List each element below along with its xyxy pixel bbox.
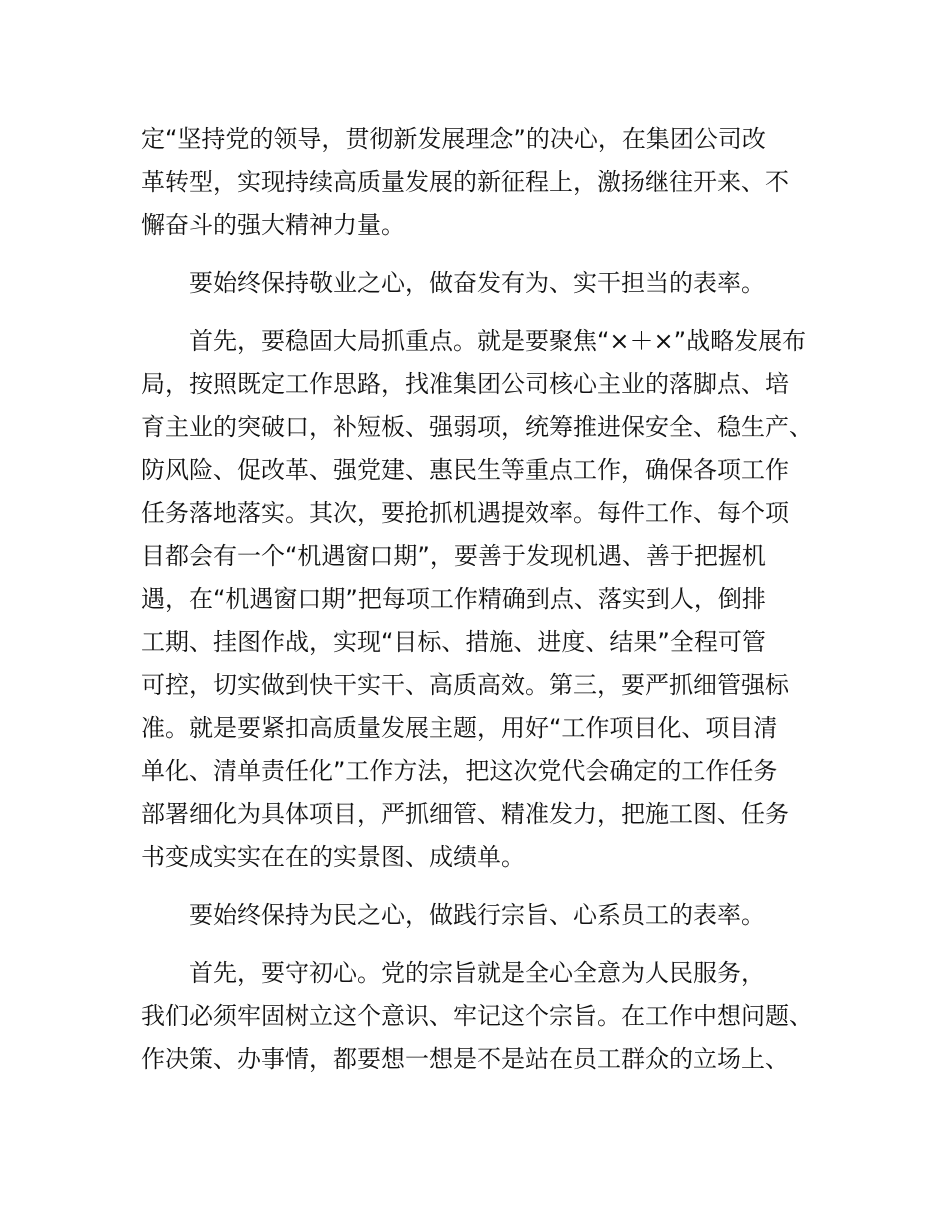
text-line: 单化、清单责任化”工作方法，把这次党代会确定的工作任务 xyxy=(141,757,778,785)
text-line: 首先，要守初心。党的宗旨就是全心全意为人民服务， xyxy=(189,959,765,987)
text-line: 部署细化为具体项目，严抓细管、精准发力，把施工图、任务 xyxy=(141,800,789,828)
text-line: 准。就是要紧扣高质量发展主题，用好“工作项目化、项目清 xyxy=(141,714,778,742)
body-text xyxy=(141,118,831,1081)
text-line: 局，按照既定工作思路，找准集团公司核心主业的落脚点、培 xyxy=(141,370,789,398)
paragraph xyxy=(141,118,831,247)
text-line: 书变成实实在在的实景图、成绩单。 xyxy=(141,843,525,871)
paragraph xyxy=(141,320,831,879)
text-line: 作决策、办事情，都要想一想是不是站在员工群众的立场上、 xyxy=(141,1045,789,1073)
section-heading-paragraph xyxy=(141,262,831,305)
text-line: 可控，切实做到快干实干、高质高效。第三，要严抓细管强标 xyxy=(141,671,789,699)
text-line: 懈奋斗的强大精神力量。 xyxy=(141,211,405,239)
text-line: 定“坚持党的领导，贯彻新发展理念”的决心，在集团公司改 xyxy=(141,125,766,153)
text-line: 要始终保持为民之心，做践行宗旨、心系员工的表率。 xyxy=(189,901,765,929)
section-heading-paragraph xyxy=(141,894,831,937)
text-line: 育主业的突破口，补短板、强弱项，统筹推进保安全、稳生产、 xyxy=(141,413,813,441)
text-line: 首先，要稳固大局抓重点。就是要聚焦“×＋×”战略发展布 xyxy=(189,327,807,355)
text-line: 遇，在“机遇窗口期”把每项工作精确到点、落实到人，倒排 xyxy=(141,585,766,613)
text-line: 革转型，实现持续高质量发展的新征程上，激扬继往开来、不 xyxy=(141,168,789,196)
text-line: 工期、挂图作战，实现“目标、措施、进度、结果”全程可管 xyxy=(141,628,766,656)
text-line: 我们必须牢固树立这个意识、牢记这个宗旨。在工作中想问题、 xyxy=(141,1002,813,1030)
text-line: 任务落地落实。其次，要抢抓机遇提效率。每件工作、每个项 xyxy=(141,499,789,527)
paragraph xyxy=(141,952,831,1081)
text-line: 防风险、促改革、强党建、惠民生等重点工作，确保各项工作 xyxy=(141,456,789,484)
text-line: 目都会有一个“机遇窗口期”，要善于发现机遇、善于把握机 xyxy=(141,542,766,570)
text-line: 要始终保持敬业之心，做奋发有为、实干担当的表率。 xyxy=(189,269,765,297)
